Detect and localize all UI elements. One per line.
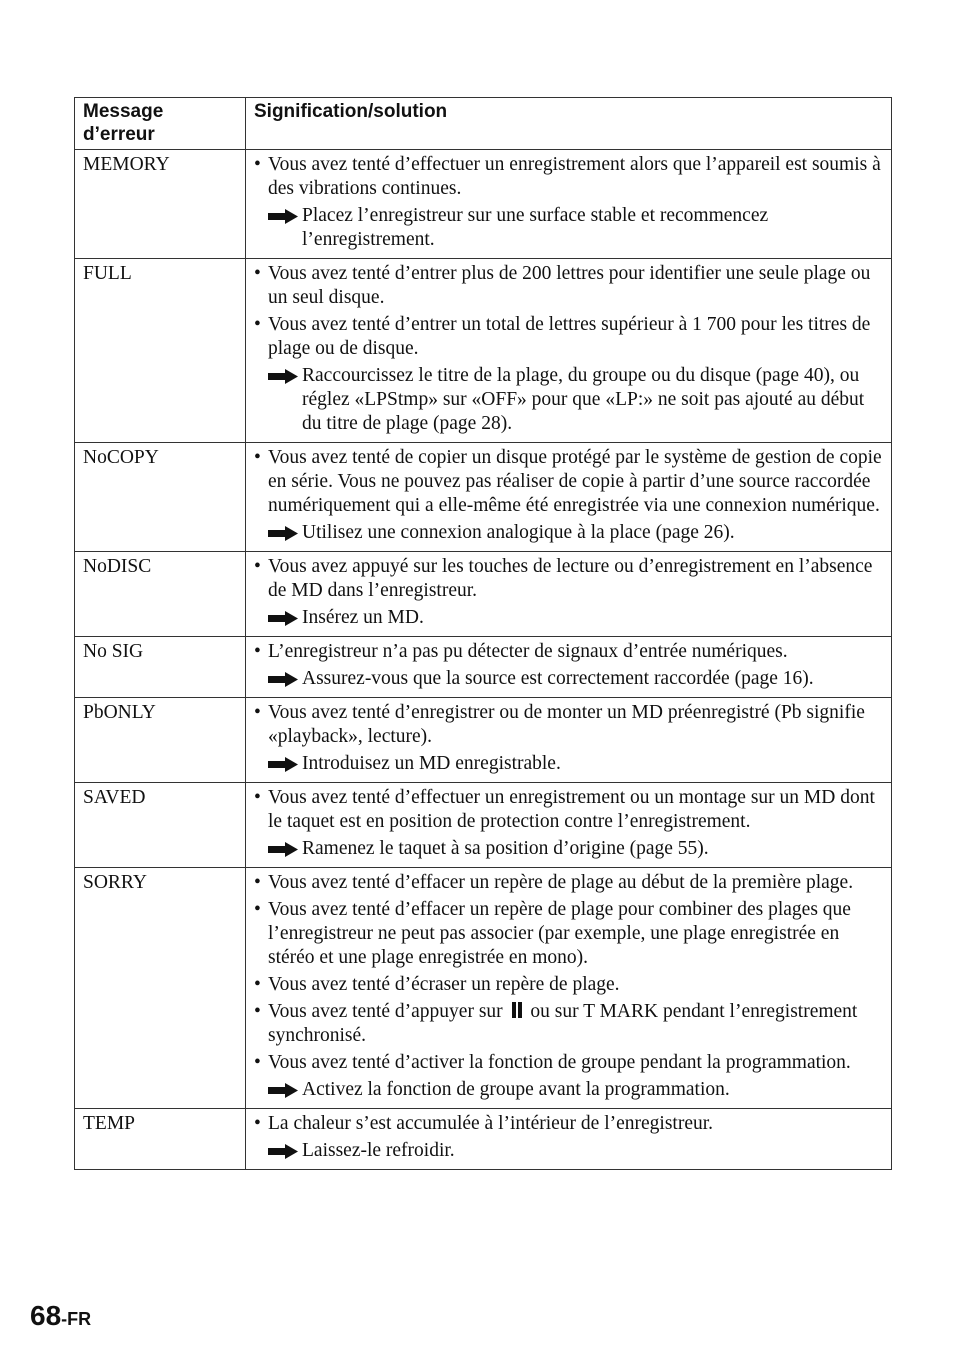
table-row — [75, 1109, 892, 1170]
arrow-right-icon — [268, 757, 298, 772]
solution-line — [254, 204, 883, 252]
solution-line — [254, 837, 883, 861]
bullet-icon: • — [254, 556, 261, 577]
page-number-value: 68 — [30, 1300, 62, 1331]
table-row — [75, 259, 892, 443]
solution-line — [254, 667, 883, 691]
meaning-bullet — [254, 786, 883, 834]
meaning-text: Vous avez tenté d’enregistrer ou de monter un MD préenregistré (Pb signifie «playback», lecture). — [268, 702, 865, 747]
solution-text: Placez l’enregistreur sur une surface stable et recommencez l’enregistrement. — [302, 205, 769, 250]
arrow-right-icon — [268, 611, 298, 626]
solution-line — [254, 1078, 883, 1102]
meaning-bullet — [254, 640, 883, 664]
meaning-text: Vous avez tenté d’effectuer un enregistrement alors que l’appareil est soumis à des vibrations continues. — [268, 154, 881, 199]
table-row — [75, 698, 892, 783]
table-row — [75, 783, 892, 868]
error-code-cell: PbONLY — [75, 698, 246, 783]
bullet-icon: • — [254, 447, 261, 468]
page-number-suffix: -FR — [61, 1309, 92, 1329]
error-code-cell: TEMP — [75, 1109, 246, 1170]
bullet-icon: • — [254, 314, 261, 335]
page-number — [30, 1300, 91, 1332]
meaning-solution-cell — [246, 443, 892, 552]
meaning-bullet — [254, 313, 883, 361]
error-code-cell: MEMORY — [75, 150, 246, 259]
meaning-text: Vous avez tenté d’activer la fonction de groupe pendant la programmation. — [268, 1052, 851, 1073]
solution-text: Laissez-le refroidir. — [302, 1140, 455, 1161]
solution-line — [254, 1139, 883, 1163]
arrow-right-icon — [268, 369, 298, 384]
meaning-bullet — [254, 701, 883, 749]
pause-icon — [511, 1002, 523, 1018]
bullet-icon: • — [254, 1113, 261, 1134]
meaning-bullet — [254, 871, 883, 895]
table-row — [75, 443, 892, 552]
meaning-bullet — [254, 898, 883, 970]
solution-line — [254, 364, 883, 436]
solution-line — [254, 606, 883, 630]
meaning-solution-cell — [246, 1109, 892, 1170]
arrow-right-icon — [268, 842, 298, 857]
meaning-bullet — [254, 1051, 883, 1075]
table-row — [75, 868, 892, 1109]
meaning-bullet — [254, 973, 883, 997]
solution-text: Activez la fonction de groupe avant la programmation. — [302, 1079, 730, 1100]
solution-text: Utilisez une connexion analogique à la place (page 26). — [302, 522, 735, 543]
meaning-bullet — [254, 1112, 883, 1136]
arrow-right-icon — [268, 526, 298, 541]
header-error-message: Message d’erreur — [75, 98, 246, 150]
error-code-cell: NoDISC — [75, 552, 246, 637]
bullet-icon: • — [254, 787, 261, 808]
arrow-right-icon — [268, 672, 298, 687]
meaning-solution-cell — [246, 259, 892, 443]
solution-line — [254, 521, 883, 545]
error-message-table — [74, 97, 892, 1170]
bullet-icon: • — [254, 702, 261, 723]
meaning-text: Vous avez tenté d’effectuer un enregistrement ou un montage sur un MD dont le taquet est en position de protection contre l’enregistrement. — [268, 787, 875, 832]
meaning-solution-cell — [246, 637, 892, 698]
bullet-icon: • — [254, 263, 261, 284]
meaning-text: Vous avez tenté d’appuyer sur ou sur T MARK pendant l’enregistrement synchronisé. — [268, 1001, 858, 1046]
bullet-icon: • — [254, 1001, 261, 1022]
meaning-text: Vous avez tenté d’entrer plus de 200 lettres pour identifier une seule plage ou un seul disque. — [268, 263, 871, 308]
arrow-right-icon — [268, 209, 298, 224]
bullet-icon: • — [254, 1052, 261, 1073]
meaning-bullet — [254, 262, 883, 310]
bullet-icon: • — [254, 641, 261, 662]
bullet-icon: • — [254, 872, 261, 893]
meaning-text: Vous avez tenté de copier un disque protégé par le système de gestion de copie en série. Vous ne pouvez pas réaliser de copie à partir d’une source raccordée numériquement qui a elle-même été enregistrée via une connexion numérique. — [268, 447, 882, 516]
meaning-solution-cell — [246, 150, 892, 259]
table-row — [75, 552, 892, 637]
solution-text: Assurez-vous que la source est correctement raccordée (page 16). — [302, 668, 814, 689]
meaning-solution-cell — [246, 783, 892, 868]
table-header-row — [75, 98, 892, 150]
error-code-cell: SORRY — [75, 868, 246, 1109]
error-code-cell: NoCOPY — [75, 443, 246, 552]
solution-text: Insérez un MD. — [302, 607, 424, 628]
arrow-right-icon — [268, 1144, 298, 1159]
meaning-text: L’enregistreur n’a pas pu détecter de signaux d’entrée numériques. — [268, 641, 788, 662]
meaning-bullet — [254, 446, 883, 518]
meaning-text: Vous avez tenté d’effacer un repère de plage au début de la première plage. — [268, 872, 854, 893]
bullet-icon: • — [254, 154, 261, 175]
bullet-icon: • — [254, 974, 261, 995]
table-row — [75, 150, 892, 259]
header-meaning-solution: Signification/solution — [246, 98, 892, 150]
error-code-cell: SAVED — [75, 783, 246, 868]
meaning-solution-cell — [246, 868, 892, 1109]
solution-text: Introduisez un MD enregistrable. — [302, 753, 561, 774]
meaning-solution-cell — [246, 698, 892, 783]
meaning-text: La chaleur s’est accumulée à l’intérieur de l’enregistreur. — [268, 1113, 714, 1134]
meaning-bullet — [254, 1000, 883, 1048]
meaning-text: Vous avez tenté d’effacer un repère de plage pour combiner des plages que l’enregistreur ne peut pas associer (par exemple, une plage enregistrée en stéréo et une plage enregistrée en mono). — [268, 899, 851, 968]
error-code-cell: No SIG — [75, 637, 246, 698]
meaning-text: Vous avez tenté d’écraser un repère de plage. — [268, 974, 620, 995]
solution-line — [254, 752, 883, 776]
arrow-right-icon — [268, 1083, 298, 1098]
meaning-solution-cell — [246, 552, 892, 637]
solution-text: Ramenez le taquet à sa position d’origine (page 55). — [302, 838, 709, 859]
table-row — [75, 637, 892, 698]
error-code-cell: FULL — [75, 259, 246, 443]
solution-text: Raccourcissez le titre de la plage, du groupe ou du disque (page 40), ou réglez «LPStmp» sur «OFF» pour que «LP:» ne soit pas ajouté au début du titre de plage (page 28). — [302, 365, 865, 434]
meaning-text: Vous avez tenté d’entrer un total de lettres supérieur à 1 700 pour les titres de plage ou de disque. — [268, 314, 871, 359]
meaning-text: Vous avez appuyé sur les touches de lecture ou d’enregistrement en l’absence de MD dans l’enregistreur. — [268, 556, 873, 601]
bullet-icon: • — [254, 899, 261, 920]
meaning-bullet — [254, 153, 883, 201]
meaning-bullet — [254, 555, 883, 603]
